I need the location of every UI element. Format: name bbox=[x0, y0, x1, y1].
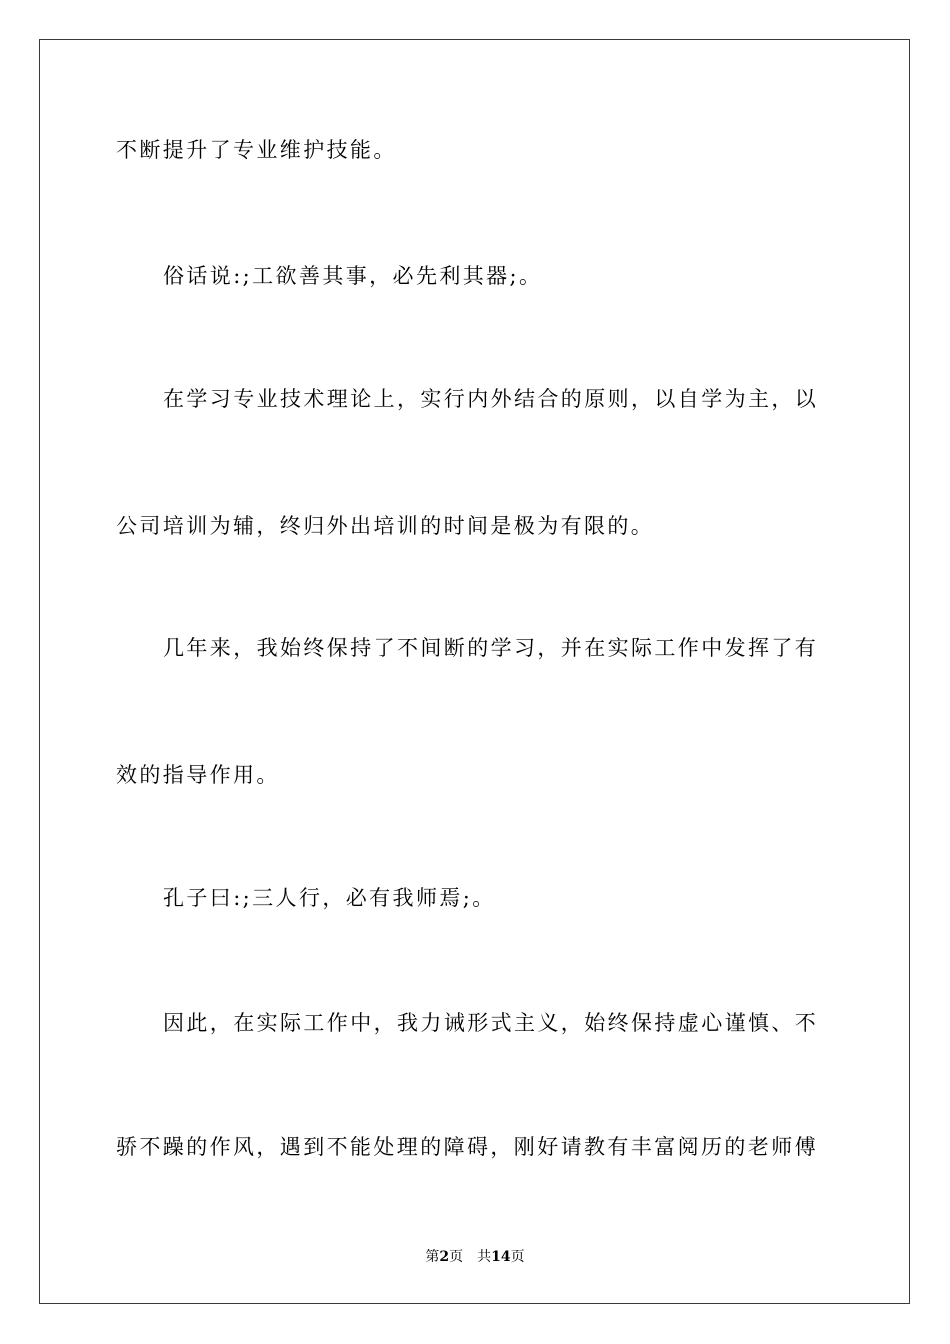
paragraph-line-5: 几年来，我始终保持了不间断的学习，并在实际工作中发挥了有 bbox=[163, 636, 819, 660]
paragraph-line-1: 不断提升了专业维护技能。 bbox=[116, 138, 397, 162]
total-prefix: 共 bbox=[477, 1249, 492, 1265]
page-footer bbox=[0, 1248, 950, 1266]
paragraph-line-4: 公司培训为辅，终归外出培训的时间是极为有限的。 bbox=[116, 514, 655, 538]
paragraph-line-7: 孔子曰:;三人行，必有我师焉;。 bbox=[163, 886, 496, 910]
paragraph-line-3: 在学习专业技术理论上，实行内外结合的原则，以自学为主，以 bbox=[163, 387, 819, 411]
paragraph-line-8: 因此，在实际工作中，我力诫形式主义，始终保持虚心谨慎、不 bbox=[163, 1011, 819, 1035]
total-pages: 14 bbox=[491, 1249, 511, 1265]
page-border bbox=[39, 39, 910, 1304]
page-suffix: 页 bbox=[449, 1249, 464, 1265]
paragraph-line-2: 俗话说:;工欲善其事，必先利其器;。 bbox=[163, 264, 543, 288]
paragraph-line-6: 效的指导作用。 bbox=[116, 763, 280, 787]
paragraph-line-9: 骄不躁的作风，遇到不能处理的障碍，刚好请教有丰富阅历的老师傅 bbox=[116, 1135, 818, 1159]
page-number: 2 bbox=[439, 1249, 450, 1265]
total-suffix: 页 bbox=[510, 1249, 525, 1265]
page-prefix: 第 bbox=[425, 1249, 440, 1265]
